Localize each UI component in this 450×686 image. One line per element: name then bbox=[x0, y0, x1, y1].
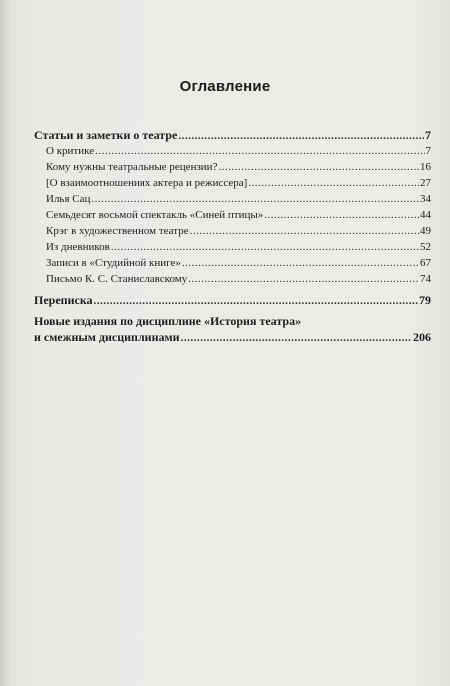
toc-page-number: 206 bbox=[413, 330, 431, 344]
toc-item[interactable] bbox=[34, 145, 431, 161]
toc-item-label: Крэг в художественном театре bbox=[46, 225, 189, 237]
toc-page-number: 52 bbox=[420, 241, 431, 253]
toc-page-number: 67 bbox=[420, 257, 431, 269]
toc-item-label: Из дневников bbox=[46, 241, 110, 253]
toc-section-correspondence[interactable] bbox=[34, 293, 431, 310]
leader-dots bbox=[181, 332, 412, 344]
toc-page-number: 7 bbox=[425, 128, 431, 142]
leader-dots bbox=[182, 257, 419, 269]
toc-section-label: Переписка bbox=[34, 293, 93, 307]
leader-dots bbox=[95, 145, 424, 157]
toc-item[interactable] bbox=[34, 241, 431, 257]
toc-page-number: 34 bbox=[420, 193, 431, 205]
toc-item-label: Кому нужны театральные рецензии? bbox=[46, 161, 218, 173]
toc-page-number: 27 bbox=[420, 177, 431, 189]
leader-dots bbox=[188, 273, 419, 285]
toc-item-label: Илья Сац bbox=[46, 193, 91, 205]
leader-dots bbox=[190, 225, 419, 237]
toc-item[interactable] bbox=[34, 209, 431, 225]
toc-item-label: [О взаимоотношениях актера и режиссера] bbox=[46, 177, 248, 189]
leader-dots bbox=[218, 161, 419, 173]
toc-item[interactable] bbox=[34, 257, 431, 273]
toc-item-label: О критике bbox=[46, 145, 95, 157]
leader-dots bbox=[91, 193, 419, 205]
toc-page-number: 79 bbox=[419, 293, 431, 307]
page-title: Оглавление bbox=[179, 78, 271, 95]
toc-page-number: 16 bbox=[420, 161, 431, 173]
leader-dots bbox=[178, 130, 424, 142]
toc-final-entry-line2[interactable] bbox=[34, 330, 431, 347]
leader-dots bbox=[264, 209, 419, 221]
toc-section-articles[interactable] bbox=[34, 128, 431, 145]
toc-item-label: Записи в «Студийной книге» bbox=[46, 257, 181, 269]
toc-item-label: Семьдесят восьмой спектакль «Синей птицы» bbox=[46, 209, 264, 221]
toc-final-entry-line1[interactable]: Новые издания по дисциплине «История театра» bbox=[34, 314, 302, 328]
leader-dots bbox=[111, 241, 419, 253]
toc-page-number: 44 bbox=[420, 209, 431, 221]
leader-dots bbox=[94, 295, 418, 307]
toc-section-label: и смежным дисциплинами bbox=[34, 330, 180, 344]
toc-item[interactable] bbox=[34, 161, 431, 177]
toc-item[interactable] bbox=[34, 225, 431, 241]
toc-item-label: Письмо К. С. Станиславскому bbox=[46, 273, 188, 285]
toc-item[interactable] bbox=[34, 177, 431, 193]
toc-page-number: 74 bbox=[420, 273, 431, 285]
toc-page-number: 49 bbox=[420, 225, 431, 237]
toc-item[interactable] bbox=[34, 193, 431, 209]
toc-page-number: 7 bbox=[425, 145, 431, 157]
table-of-contents bbox=[34, 128, 431, 347]
leader-dots bbox=[248, 177, 419, 189]
toc-item[interactable] bbox=[34, 273, 431, 289]
toc-section-label: Статьи и заметки о театре bbox=[34, 128, 178, 142]
